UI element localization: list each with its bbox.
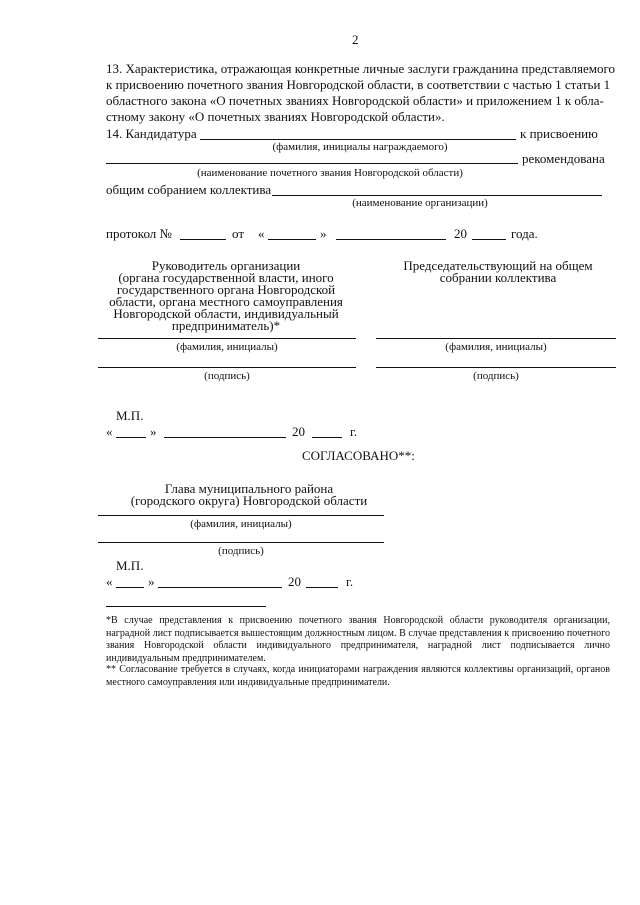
head-signature-field[interactable] [98, 367, 356, 368]
stamp-year-abbr: г. [350, 424, 358, 439]
municipal-head-line: Глава муниципального района [164, 481, 334, 496]
meeting-label: общим собранием коллектива [106, 182, 272, 197]
protocol-century: 20 [454, 226, 467, 241]
agreed-open-quote: « [106, 574, 113, 589]
protocol-number-field[interactable] [180, 239, 226, 240]
municipal-head-line: (городского округа) Новгородской области [130, 493, 368, 508]
chair-signature-field[interactable] [376, 367, 616, 368]
head-title-line: государственного органа Новгородской [116, 282, 336, 297]
stamp-close-quote: » [150, 424, 157, 439]
protocol-month-field[interactable] [336, 239, 446, 240]
stamp-place-label: М.П. [116, 408, 144, 423]
item-13-line: 13. Характеристика, отражающая конкретные личные заслуги гражданина представляемого [106, 61, 616, 76]
candidacy-label: 14. Кандидатура [106, 126, 197, 141]
award-title-field[interactable] [106, 163, 518, 164]
footnote-1: *В случае представления к присвоению почетного звания Новгородской области руководителя организации, наградной лист подписывается вышестоящим должностным лицом. В случае представления к присвоению почетного звания Новгородской области индивидуального предпринимателя, наградной лист подписывается лично индивидуальным предпринимателем. [106, 615, 610, 664]
municipal-head-name-caption: (фамилия, инициалы) [190, 518, 292, 530]
head-title-line: Руководитель организации [151, 258, 301, 273]
item-13-line: областного закона «О почетных званиях Новгородской области» и приложением 1 к обла- [106, 93, 604, 108]
protocol-open-quote: « [258, 226, 265, 241]
protocol-close-quote: » [320, 226, 327, 241]
agreed-century: 20 [288, 574, 301, 589]
item-13-line: к присвоению почетного звания Новгородской области, в соответствии с частью 1 статьи 1 [106, 77, 611, 92]
page-number: 2 [352, 32, 359, 47]
chair-name-caption: (фамилия, инициалы) [445, 341, 547, 353]
stamp-year-field[interactable] [312, 437, 342, 438]
protocol-year-field[interactable] [472, 239, 506, 240]
agreed-year-abbr: г. [346, 574, 354, 589]
protocol-day-field[interactable] [268, 239, 316, 240]
agreed-close-quote: » [148, 574, 155, 589]
organization-caption: (наименование организации) [352, 197, 488, 209]
stamp-month-field[interactable] [164, 437, 286, 438]
chair-name-field[interactable] [376, 338, 616, 339]
chair-title-line: Председательствующий на общем [403, 258, 593, 273]
candidate-name-field[interactable] [200, 139, 516, 140]
organization-field[interactable] [272, 195, 602, 196]
footnote-separator [106, 606, 266, 607]
head-title-line: предприниматель)* [171, 318, 281, 333]
stamp-open-quote: « [106, 424, 113, 439]
to-award-label: к присвоению [520, 126, 598, 141]
municipal-head-signature-field[interactable] [98, 542, 384, 543]
protocol-label: протокол № [106, 226, 172, 241]
stamp-century: 20 [292, 424, 305, 439]
head-title-line: Новгородской области, индивидуальный [113, 306, 339, 321]
item-13-line: стному закону «О почетных званиях Новгородской области». [106, 109, 445, 124]
municipal-head-name-field[interactable] [98, 515, 384, 516]
agreed-month-field[interactable] [158, 587, 282, 588]
head-title-line: области, органа местного самоуправления [109, 294, 343, 309]
agreed-stamp-place-label: М.П. [116, 558, 144, 573]
chair-title-line: собрании коллектива [439, 270, 557, 285]
candidate-name-caption: (фамилия, инициалы награждаемого) [272, 141, 448, 153]
agreed-title: СОГЛАСОВАНО**: [302, 448, 415, 463]
protocol-from-label: от [232, 226, 245, 241]
head-name-caption: (фамилия, инициалы) [176, 341, 278, 353]
chair-signature-caption: (подпись) [473, 370, 519, 382]
head-signature-caption: (подпись) [204, 370, 250, 382]
protocol-year-label: года. [511, 226, 538, 241]
municipal-head-signature-caption: (подпись) [218, 545, 264, 557]
recommended-label: рекомендована [522, 151, 605, 166]
agreed-year-field[interactable] [306, 587, 338, 588]
head-title-line: (органа государственной власти, иного [118, 270, 334, 285]
agreed-day-field[interactable] [116, 587, 144, 588]
stamp-day-field[interactable] [116, 437, 146, 438]
head-name-field[interactable] [98, 338, 356, 339]
footnote-2: ** Согласование требуется в случаях, когда инициаторами награждения являются коллективы организаций, органов местного самоуправления или индивидуальные предприниматели. [106, 664, 610, 688]
award-title-caption: (наименование почетного звания Новгородской области) [197, 167, 463, 179]
